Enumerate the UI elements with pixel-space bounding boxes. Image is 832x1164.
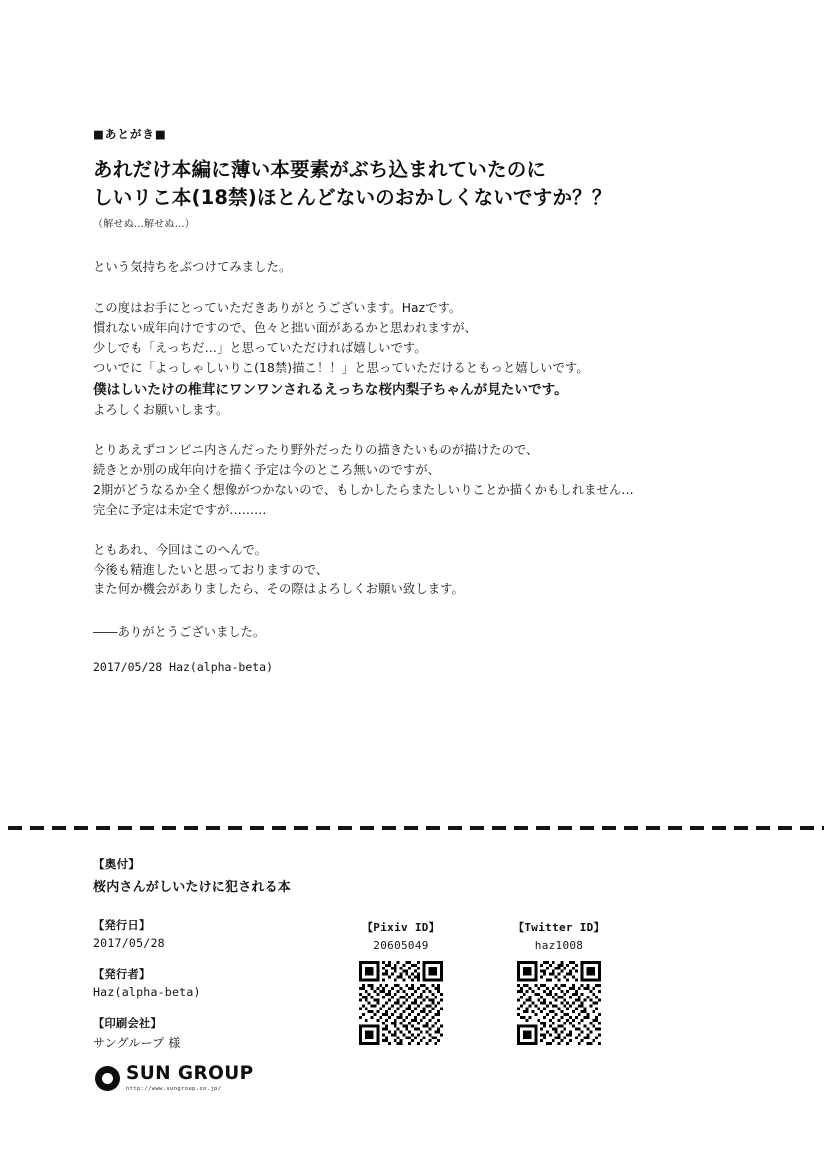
afterword-heading: ■あとがき■ [93, 127, 167, 141]
qr-block-pixiv [341, 919, 461, 1045]
afterword-block1-emphasis: 僕はしいたけの椎茸にワンワンされるえっちな桜内梨子ちゃんが見たいです。 [93, 382, 568, 399]
afterword-block3-line-1: ともあれ、今回はこのへんで。 [93, 542, 268, 557]
colophon-field-label: 【発行者】 [93, 968, 151, 981]
colophon-label: 【奥付】 [93, 857, 141, 871]
afterword-headline [93, 156, 753, 213]
afterword-block1-tail: よろしくお願いします。 [93, 403, 229, 418]
afterword-block3-line-2: 今後も精進したいと思っておりますので、 [93, 562, 329, 577]
qr-block-twitter [499, 919, 619, 1045]
afterword-block1-line-2: 慣れない成年向けですので、色々と拙い面があるかと思われますが、 [93, 321, 478, 336]
colophon-field-value: サングループ 様 [93, 1036, 181, 1050]
colophon-field-label: 【発行日】 [93, 919, 151, 932]
headline-line-1: あれだけ本編に薄い本要素がぶち込まれていたのに [93, 158, 547, 181]
afterword-block2-line-1: とりあえずコンビニ内さんだったり野外だったりの描きたいものが描けたので、 [93, 442, 539, 457]
sun-logo-text [126, 1065, 254, 1092]
afterword-intro [93, 258, 753, 278]
sun-group-logo [95, 1065, 325, 1092]
colophon-field-printer [93, 1015, 325, 1092]
afterword-date-signature: 2017/05/28 Haz(alpha-beta) [93, 660, 274, 675]
afterword-block-2 [93, 441, 753, 521]
afterword-block2-line-4: 完全に予定は未定ですが……… [93, 502, 267, 517]
colophon-section [93, 856, 753, 1108]
afterword-block1-line-4: ついでに「よっしゃしいりこ(18禁)描こ！！」と思っていただけるともっと嬉しいです。 [93, 361, 589, 376]
afterword-signoff: ――ありがとうございました。 [93, 625, 266, 640]
headline-line-2: しいリこ本(18禁)ほとんどないのおかしくないですか？？ [93, 186, 612, 210]
afterword-section [93, 126, 753, 674]
sun-logo-url: http://www.sungroup.co.jp/ [126, 1085, 222, 1092]
afterword-block1-line-3: 少しでも「えっちだ…」と思っていただければ嬉しいです。 [93, 341, 427, 356]
afterword-block1-line-1: この度はお手にとっていただきありがとうございます。Hazです。 [93, 301, 462, 316]
qr-code-twitter-icon[interactable] [517, 961, 601, 1045]
qr-id-value: 20605049 [373, 939, 429, 952]
colophon-field-publisher [93, 966, 325, 999]
afterword-block2-line-2: 続きとか別の成年向けを描く予定は今のところ無いのですが、 [93, 462, 441, 477]
colophon-field-value: 2017/05/28 [93, 936, 165, 950]
headline-note: （解せぬ…解せぬ…） [93, 218, 195, 230]
colophon-field-label: 【印刷会社】 [93, 1017, 162, 1030]
qr-label: 【Pixiv ID】 [362, 921, 440, 934]
afterword-block2-line-3: 2期がどうなるか全く想像がつかないので、もしかしたらまたしいりことか描くかもしれません… [93, 482, 634, 497]
colophon-fields [93, 917, 325, 1108]
colophon-title: 桜内さんがしいたけに犯される本 [93, 880, 292, 895]
colophon-field-publish-date [93, 917, 325, 950]
colophon-field-value: Haz(alpha-beta) [93, 985, 201, 999]
afterword-block-3 [93, 541, 753, 601]
qr-id-value: haz1008 [534, 939, 584, 952]
afterword-block-1 [93, 299, 753, 421]
afterword-block3-line-3: また何か機会がありましたら、その際はよろしくお願い致します。 [93, 582, 464, 597]
qr-code-pixiv-icon[interactable] [359, 961, 443, 1045]
dashed-separator [8, 826, 824, 830]
qr-label: 【Twitter ID】 [513, 921, 605, 934]
colophon-body [93, 917, 753, 1108]
sun-logo-name: SUN GROUP [126, 1063, 254, 1084]
afterword-intro-line: という気持ちをぶつけてみました。 [93, 259, 292, 274]
qr-code-group [341, 917, 619, 1045]
sun-logo-icon [95, 1066, 120, 1091]
